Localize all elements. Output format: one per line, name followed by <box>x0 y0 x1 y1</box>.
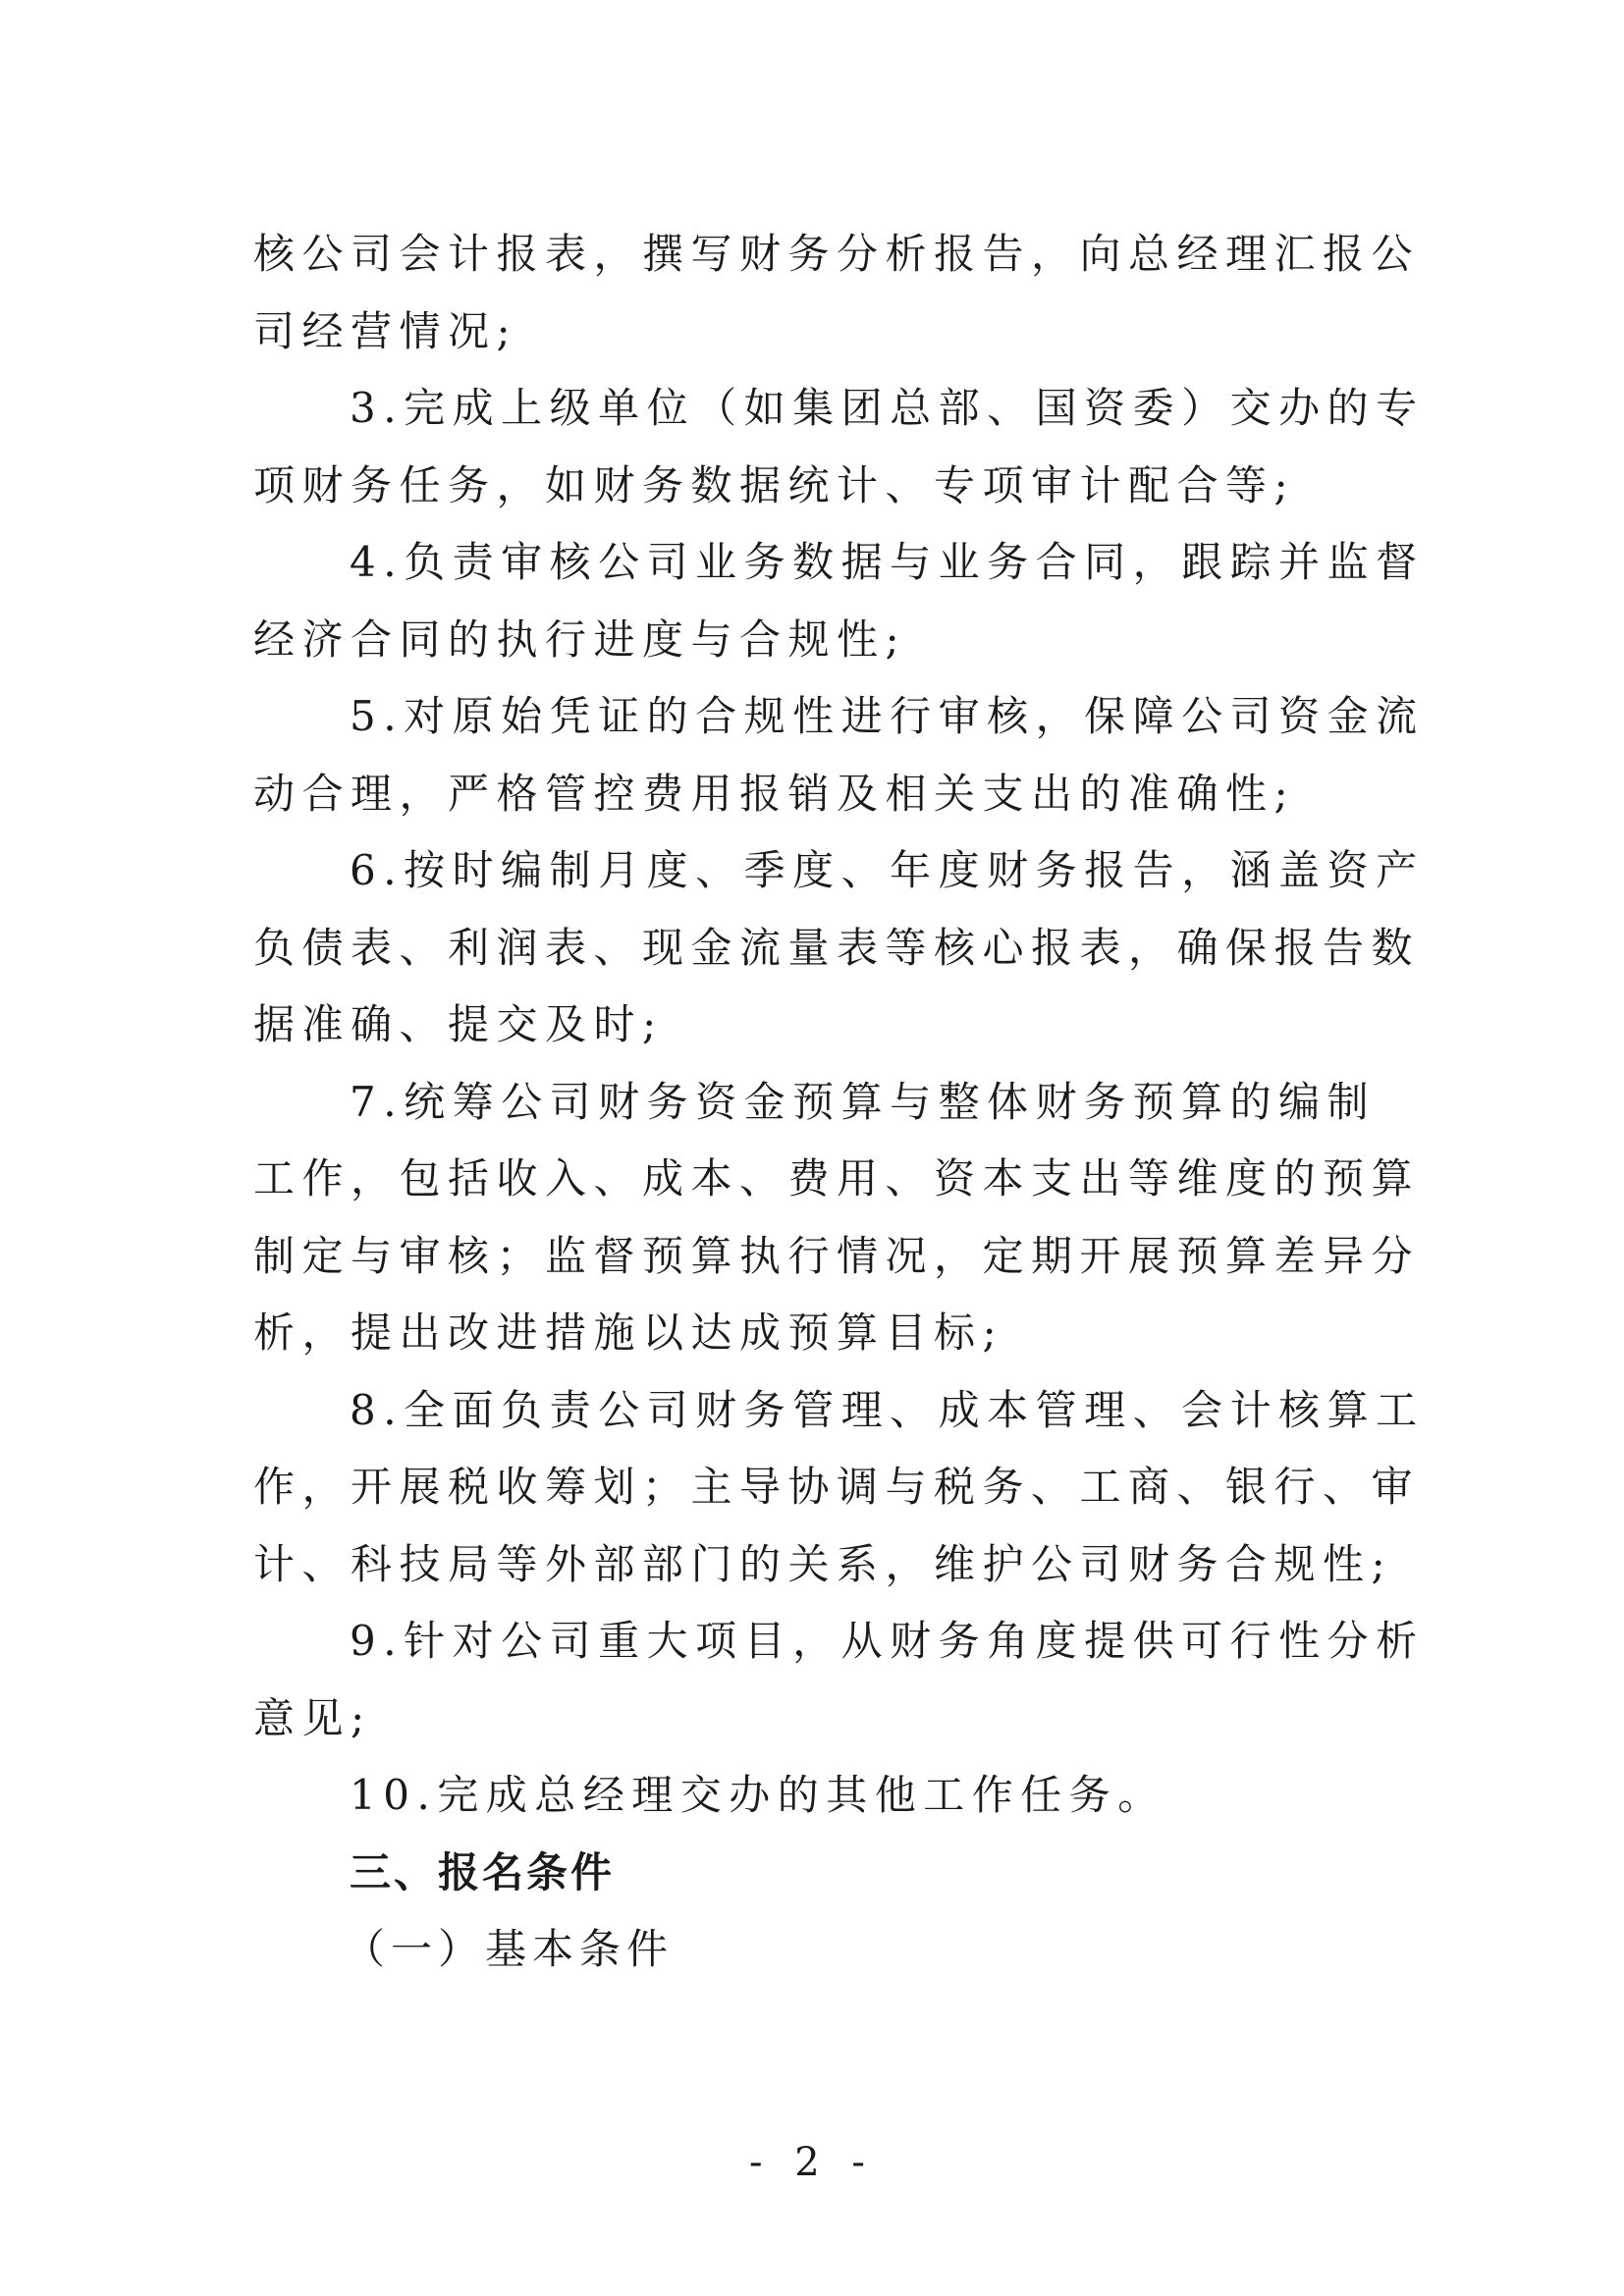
text-line: 意见; <box>253 1693 372 1742</box>
list-item-4: 4.负责审核公司业务数据与业务合同，跟踪并监督 <box>350 538 1425 586</box>
text-line: 析，提出改进措施以达成预算目标; <box>253 1308 1004 1357</box>
text-line: 经济合同的执行进度与合规性; <box>253 614 907 664</box>
text-line: 制定与审核；监督预算执行情况，定期开展预算差异分 <box>253 1231 1421 1280</box>
list-item-7: 7.统筹公司财务资金预算与整体财务预算的编制 <box>350 1077 1377 1126</box>
list-item-6: 6.按时编制月度、季度、年度财务报告，涵盖资产 <box>350 846 1425 894</box>
section-heading: 三、报名条件 <box>350 1847 616 1896</box>
page-number: - 2 - <box>749 2140 875 2185</box>
text-line: 司经营情况; <box>253 306 518 355</box>
text-line: 负债表、利润表、现金流量表等核心报表，确保报告数 <box>253 923 1421 972</box>
text-line: 工作，包括收入、成本、费用、资本支出等维度的预算 <box>253 1154 1421 1202</box>
text-line: 据准确、提交及时; <box>253 1000 664 1048</box>
text-line: 核公司会计报表，撰写财务分析报告，向总经理汇报公 <box>253 230 1421 278</box>
text-line: 计、科技局等外部部门的关系，维护公司财务合规性; <box>253 1539 1393 1588</box>
list-item-3: 3.完成上级单位（如集团总部、国资委）交办的专 <box>350 384 1425 432</box>
list-item-9: 9.针对公司重大项目，从财务角度提供可行性分析 <box>350 1617 1425 1665</box>
body-text <box>253 216 1425 1989</box>
text-line: 动合理，严格管控费用报销及相关支出的准确性; <box>253 769 1296 818</box>
text-line: 项财务任务，如财务数据统计、专项审计配合等; <box>253 460 1296 509</box>
subsection-heading: （一）基本条件 <box>344 1925 675 1973</box>
list-item-5: 5.对原始凭证的合规性进行审核，保障公司资金流 <box>350 692 1425 740</box>
text-line: 作，开展税收筹划；主导协调与税务、工商、银行、审 <box>253 1463 1421 1511</box>
list-item-10: 10.完成总经理交办的其他工作任务。 <box>350 1771 1166 1819</box>
list-item-8: 8.全面负责公司财务管理、成本管理、会计核算工 <box>350 1385 1425 1434</box>
